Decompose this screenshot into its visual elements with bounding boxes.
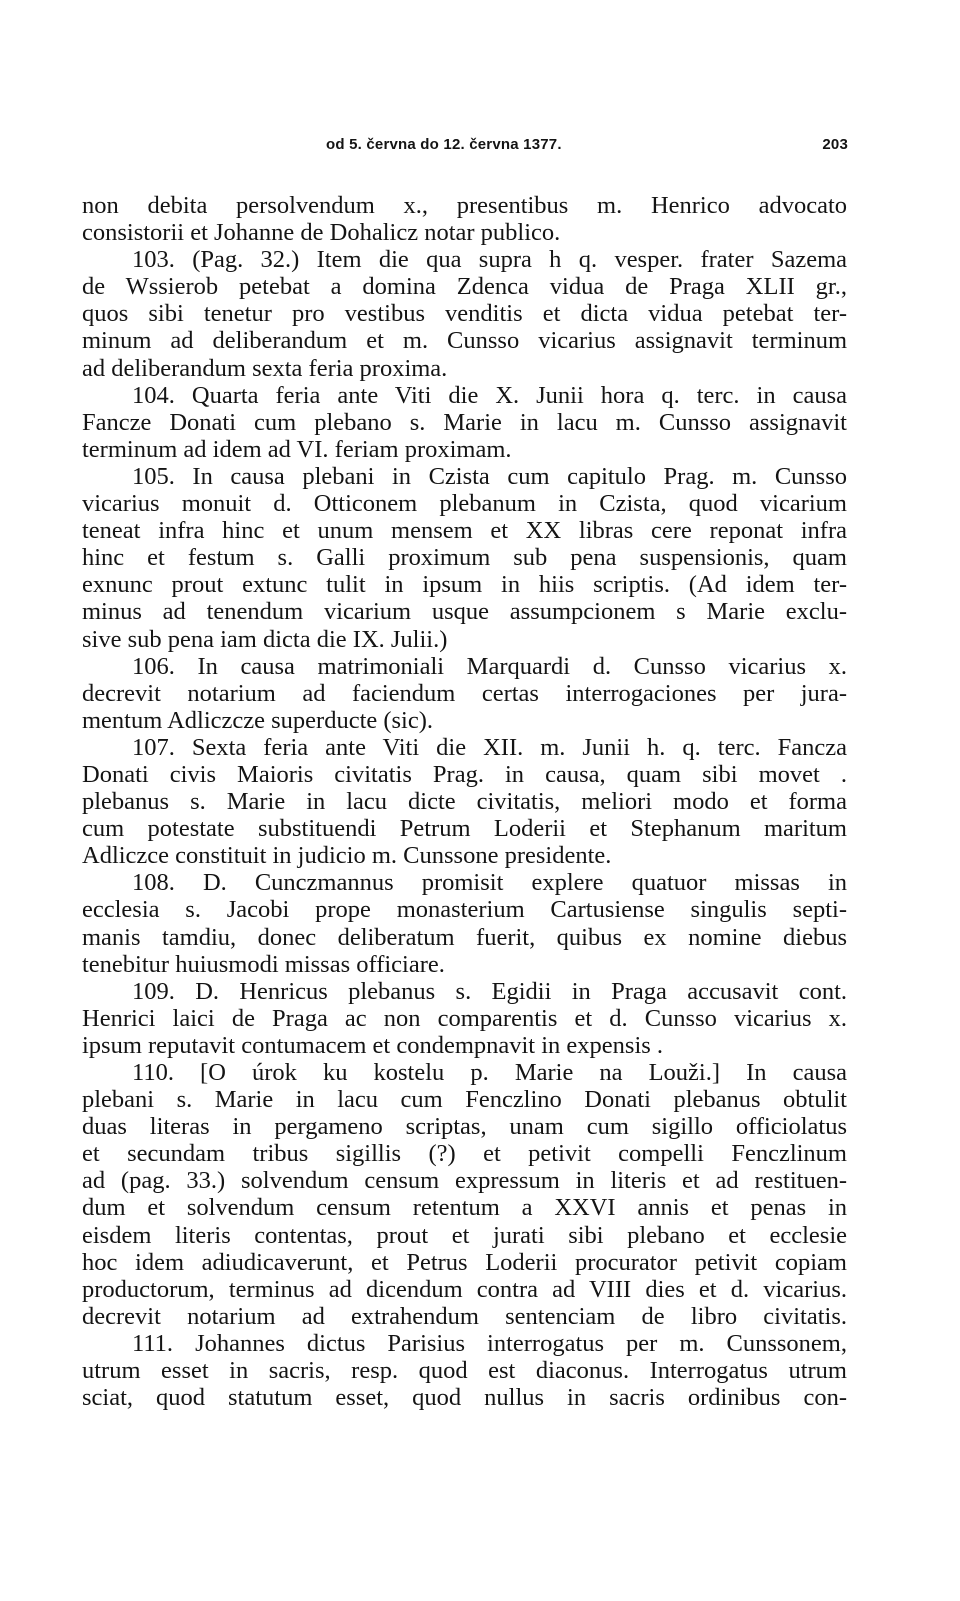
text-line: ad deliberandum sexta feria proxima. [82, 354, 448, 382]
text-line: 111. Johannes dictus Parisius interrogatus per m. Cunssonem, [132, 1329, 847, 1357]
text-line: sive sub pena iam dicta die IX. Julii.) [82, 625, 448, 653]
text-line: Henrici laici de Praga ac non comparentis et d. Cunsso vicarius x. [82, 1004, 847, 1032]
text-line: plebani s. Marie in lacu cum Fenczlino Donati plebanus obtulit [82, 1086, 847, 1114]
text-line: 108. D. Cunczmannus promisit explere quatuor missas in [132, 869, 847, 897]
text-line: decrevit notarium ad extrahendum sentenciam de libro civitatis. [82, 1302, 847, 1330]
text-line: Adliczce constituit in judicio m. Cunssone presidente. [82, 842, 612, 870]
text-line: exnunc prout extunc tulit in ipsum in hiis scriptis. (Ad idem ter- [82, 571, 847, 599]
text-line: 105. In causa plebani in Czista cum capitulo Prag. m. Cunsso [132, 462, 847, 490]
text-line: mentum Adliczcze superducte (sic). [82, 706, 434, 734]
text-line: cum potestate substituendi Petrum Loderii et Stephanum maritum [82, 815, 847, 843]
text-line: 103. (Pag. 32.) Item die qua supra h q. vesper. frater Sazema [132, 246, 847, 274]
text-line: 106. In causa matrimoniali Marquardi d. Cunsso vicarius x. [132, 652, 847, 680]
page-number: 203 [822, 136, 848, 153]
text-line: vicarius monuit d. Otticonem plebanum in Czista, quod vicarium [82, 490, 847, 518]
text-line: 110. [O úrok ku kostelu p. Marie na Louži.] In causa [132, 1059, 847, 1086]
text-line: duas literas in pergameno scriptas, unam cum sigillo officiolatus [82, 1113, 847, 1141]
running-title: od 5. června do 12. června 1377. [326, 136, 562, 153]
text-line: ad (pag. 33.) solvendum censum expressum in literis et ad restituen- [82, 1167, 847, 1195]
text-line: plebanus s. Marie in lacu dicte civitatis, meliori modo et forma [82, 788, 847, 816]
text-line: Donati civis Maioris civitatis Prag. in causa, quam sibi movet . [82, 760, 847, 788]
text-line: eisdem literis contentas, prout et jurati sibi plebano et ecclesie [82, 1221, 847, 1249]
text-line: ecclesia s. Jacobi prope monasterium Cartusiense singulis septi- [82, 896, 847, 924]
page-header [0, 136, 960, 160]
text-line: hoc idem adiudicaverunt, et Petrus Loderii procurator petivit copiam [82, 1248, 847, 1276]
text-line: non debita persolvendum x., presentibus m. Henrico advocato [82, 192, 847, 219]
text-line: Fancze Donati cum plebano s. Marie in lacu m. Cunsso assignavit [82, 408, 847, 436]
text-line: teneat infra hinc et unum mensem et XX libras cere reponat infra [82, 517, 847, 545]
text-line: hinc et festum s. Galli proximum sub pena suspensionis, quam [82, 544, 847, 572]
text-line: consistorii et Johanne de Dohalicz notar publico. [82, 219, 561, 247]
text-line: terminum ad idem ad VI. feriam proximam. [82, 435, 512, 463]
text-line: decrevit notarium ad faciendum certas interrogaciones per jura- [82, 679, 847, 707]
text-line: tenebitur huiusmodi missas officiare. [82, 950, 445, 978]
text-line: quos sibi tenetur pro vestibus venditis et dicta vidua petebat ter- [82, 300, 847, 328]
text-line: de Wssierob petebat a domina Zdenca vidua de Praga XLII gr., [82, 273, 847, 301]
text-line: 109. D. Henricus plebanus s. Egidii in Praga accusavit cont. [132, 977, 847, 1005]
text-line: minus ad tenendum vicarium usque assumpcionem s Marie exclu- [82, 598, 847, 626]
text-line: 107. Sexta feria ante Viti die XII. m. Junii h. q. terc. Fancza [132, 733, 847, 761]
text-line: sciat, quod statutum esset, quod nullus in sacris ordinibus con- [82, 1384, 847, 1412]
body-text [82, 192, 847, 1411]
text-line: manis tamdiu, donec deliberatum fuerit, quibus ex nomine diebus [82, 923, 847, 951]
text-line: productorum, terminus ad dicendum contra ad VIII dies et d. vicarius. [82, 1275, 847, 1303]
text-line: utrum esset in sacris, resp. quod est diaconus. Interrogatus utrum [82, 1357, 847, 1385]
text-line: et secundam tribus sigillis (?) et petivit compelli Fenczlinum [82, 1140, 847, 1168]
text-line: 104. Quarta feria ante Viti die X. Junii hora q. terc. in causa [132, 381, 847, 409]
text-line: minum ad deliberandum et m. Cunsso vicarius assignavit terminum [82, 327, 847, 355]
text-line: ipsum reputavit contumacem et condempnavit in expensis . [82, 1031, 664, 1059]
text-line: dum et solvendum censum retentum a XXVI annis et penas in [82, 1194, 847, 1222]
